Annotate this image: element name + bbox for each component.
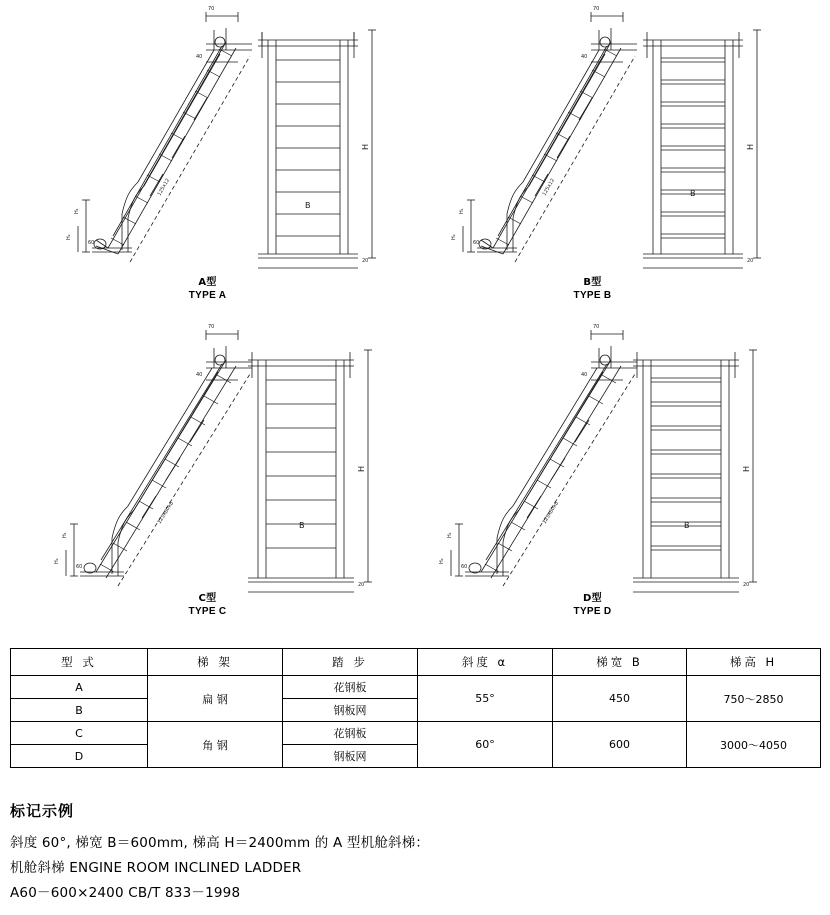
table-header-row: [11, 649, 821, 676]
fig-d-note-angle: 70: [593, 324, 600, 330]
header-height: 梯高 H: [687, 649, 821, 676]
cell-tread-b: 钢板网: [283, 699, 418, 722]
figure-a-caption: A型 TYPE A: [188, 277, 227, 301]
figure-type-d: [385, 316, 800, 632]
specification-table: [10, 648, 821, 768]
cell-height-high: 3000～4050: [687, 722, 821, 768]
fig-b-label-b: B: [690, 189, 696, 198]
svg-text:H₁: H₁: [459, 208, 465, 214]
marking-example-section: [10, 800, 820, 906]
figure-c-drawing: [0, 316, 415, 606]
notes-title: 标记示例: [10, 802, 75, 820]
svg-text:40: 40: [581, 54, 588, 60]
fig-c-label-h: H: [357, 465, 366, 472]
figure-c-caption: C型 TYPE C: [188, 593, 227, 617]
cell-height-low: 750～2850: [687, 676, 821, 722]
svg-text:40: 40: [581, 372, 588, 378]
figure-b-drawing: [385, 0, 800, 290]
fig-c-label-b: B: [299, 521, 305, 530]
cell-tread-c: 花钢板: [283, 722, 418, 745]
figure-d-caption: D型 TYPE D: [573, 593, 612, 617]
figure-d-drawing: [385, 316, 800, 606]
fig-a-note-base: 20: [362, 258, 369, 264]
fig-d-label-h: H: [742, 465, 751, 472]
fig-a-label-b: B: [305, 201, 311, 210]
table-row: [11, 676, 821, 699]
svg-text:60: 60: [76, 564, 83, 570]
header-angle: 斜度 α: [418, 649, 553, 676]
cell-type-b: B: [11, 699, 148, 722]
fig-b-note-base: 20: [747, 258, 754, 264]
cell-width-450: 450: [553, 676, 687, 722]
svg-text:H₂: H₂: [54, 558, 60, 564]
fig-c-note-angle: 70: [208, 324, 215, 330]
cell-type-d: D: [11, 745, 148, 768]
svg-text:H₁: H₁: [74, 208, 80, 214]
fig-a-note-angle: 70: [208, 6, 215, 12]
cell-frame-flat: 扁 钢: [148, 676, 283, 722]
fig-c-note-base: 20: [358, 582, 365, 588]
svg-text:60: 60: [461, 564, 468, 570]
fig-b-note-tread: 125x12: [541, 177, 557, 197]
figure-type-a: [0, 0, 415, 316]
fig-a-note-tread: 125x12: [156, 177, 172, 197]
cell-frame-angle: 角 钢: [148, 722, 283, 768]
svg-text:H₂: H₂: [451, 234, 457, 240]
svg-text:H₁: H₁: [447, 532, 453, 538]
cell-type-c: C: [11, 722, 148, 745]
table-row: [11, 722, 821, 745]
cell-width-600: 600: [553, 722, 687, 768]
fig-d-note-base: 20: [743, 582, 750, 588]
notes-line-2: 机舱斜梯 ENGINE ROOM INCLINED LADDER: [10, 860, 302, 876]
svg-text:H₁: H₁: [62, 532, 68, 538]
fig-d-label-b: B: [684, 521, 690, 530]
fig-b-note-angle: 70: [593, 6, 600, 12]
svg-text:60: 60: [88, 240, 95, 246]
figure-type-b: [385, 0, 800, 316]
notes-line-1: 斜度 60°, 梯宽 B＝600mm, 梯高 H＝2400mm 的 A 型机舱斜梯：: [10, 835, 430, 851]
cell-angle-55: 55°: [418, 676, 553, 722]
header-frame: 梯 架: [148, 649, 283, 676]
svg-text:40: 40: [196, 54, 203, 60]
figure-a-drawing: [0, 0, 415, 290]
notes-line-3: A60－600×2400 CB/T 833－1998: [10, 885, 241, 901]
svg-text:H₂: H₂: [439, 558, 445, 564]
svg-text:40: 40: [196, 372, 203, 378]
fig-b-label-h: H: [746, 143, 755, 150]
figure-b-caption: B型 TYPE B: [573, 277, 612, 301]
cell-tread-d: 钢板网: [283, 745, 418, 768]
header-width: 梯宽 B: [553, 649, 687, 676]
cell-type-a: A: [11, 676, 148, 699]
fig-d-note-tread: 125x80x8: [541, 500, 560, 526]
header-type: 型 式: [11, 649, 148, 676]
header-tread: 踏 步: [283, 649, 418, 676]
fig-c-note-tread: 125x80x8: [156, 500, 175, 526]
svg-text:H₂: H₂: [66, 234, 72, 240]
fig-a-label-h: H: [361, 143, 370, 150]
cell-tread-a: 花钢板: [283, 676, 418, 699]
svg-text:60: 60: [473, 240, 480, 246]
figure-type-c: [0, 316, 415, 632]
cell-angle-60: 60°: [418, 722, 553, 768]
